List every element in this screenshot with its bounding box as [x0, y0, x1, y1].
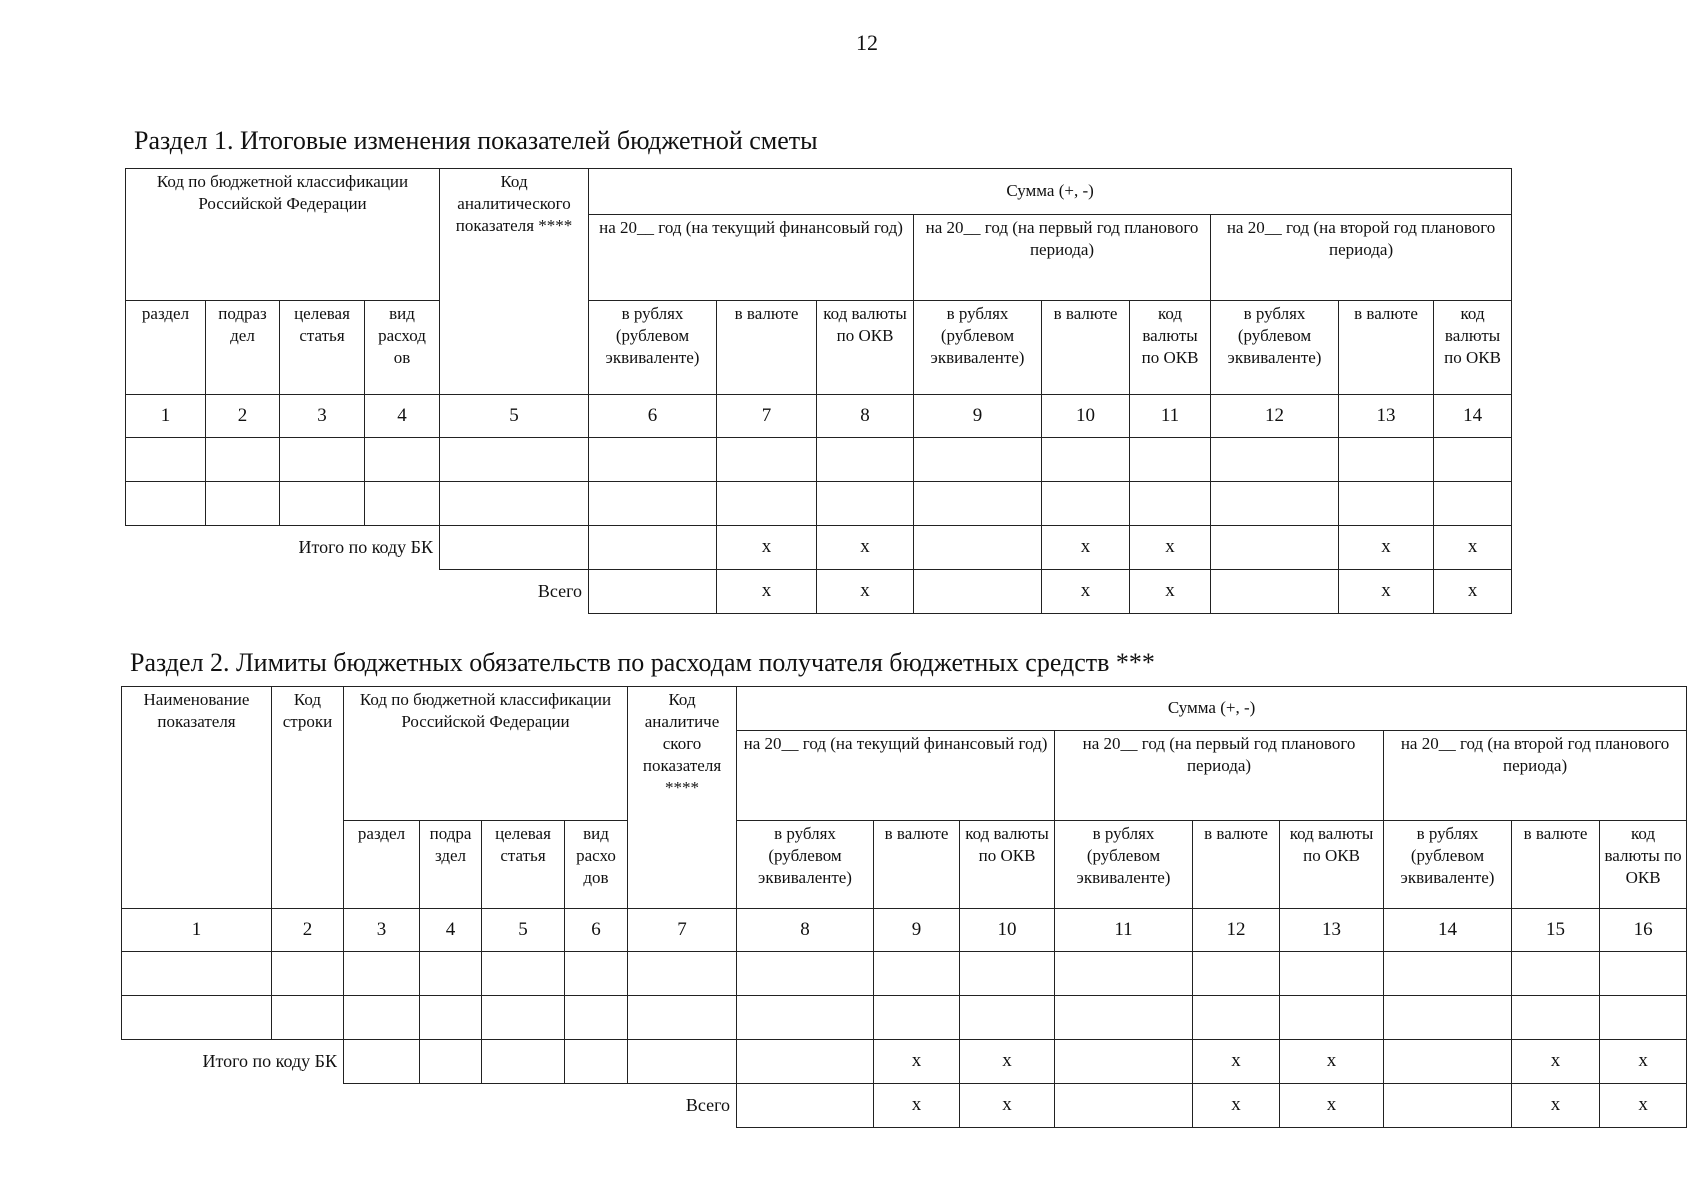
- s1-year-second: на 20__ год (на второй год планового периода): [1211, 215, 1512, 301]
- s1-x-mark: x: [717, 526, 817, 570]
- s2-analytic-code-header: Код аналитиче ского показателя ****: [628, 687, 737, 909]
- s2-col-okv: код валюты по ОКВ: [960, 821, 1055, 909]
- s2-colnum: 14: [1384, 909, 1512, 952]
- s2-x-mark: x: [874, 1040, 960, 1084]
- s1-col-rub: в рублях (рублевом эквиваленте): [914, 301, 1042, 395]
- s2-colnum: 9: [874, 909, 960, 952]
- s1-col-rub: в рублях (рублевом эквиваленте): [1211, 301, 1339, 395]
- s2-x-mark: x: [960, 1084, 1055, 1128]
- s2-col-target: целевая статья: [482, 821, 565, 909]
- s2-x-mark: x: [1193, 1040, 1280, 1084]
- s1-empty-row: [126, 438, 1512, 482]
- s1-analytic-code-header: Код аналитического показателя ****: [440, 169, 589, 395]
- s1-empty-row: [126, 482, 1512, 526]
- s2-x-mark: x: [960, 1040, 1055, 1084]
- s1-colnum: 7: [717, 395, 817, 438]
- s2-year-second: на 20__ год (на второй год планового периода): [1384, 731, 1687, 821]
- s2-col-okv: код валюты по ОКВ: [1280, 821, 1384, 909]
- s2-colnum: 13: [1280, 909, 1384, 952]
- s1-col-currency: в валюте: [1042, 301, 1130, 395]
- s1-col-okv: код валюты по ОКВ: [1434, 301, 1512, 395]
- s2-bk-code-header: Код по бюджетной классификации Российской Федерации: [344, 687, 628, 821]
- s2-total-bk-row: [122, 1040, 1687, 1084]
- s1-x-mark: x: [1130, 526, 1211, 570]
- s1-col-podrazdel: подраз дел: [206, 301, 280, 395]
- s2-x-mark: x: [874, 1084, 960, 1128]
- s2-col-razdel: раздел: [344, 821, 420, 909]
- s1-colnum: 9: [914, 395, 1042, 438]
- s1-colnum: 14: [1434, 395, 1512, 438]
- s1-x-mark: x: [1339, 526, 1434, 570]
- s1-colnum: 13: [1339, 395, 1434, 438]
- s2-colnum: 4: [420, 909, 482, 952]
- section1-table: [125, 168, 1512, 614]
- s2-x-mark: x: [1512, 1040, 1600, 1084]
- s1-colnum: 4: [365, 395, 440, 438]
- s1-x-mark: x: [1130, 570, 1211, 614]
- s1-colnum: 3: [280, 395, 365, 438]
- s1-total-all-row: [126, 570, 1512, 614]
- s1-total-bk-row: [126, 526, 1512, 570]
- s1-col-okv: код валюты по ОКВ: [817, 301, 914, 395]
- s1-total-all-label: Всего: [537, 581, 583, 602]
- s1-bk-code-header: Код по бюджетной классификации Российской Федерации: [126, 169, 440, 301]
- s2-colnum: 5: [482, 909, 565, 952]
- s2-col-currency: в валюте: [1193, 821, 1280, 909]
- s1-colnum: 1: [126, 395, 206, 438]
- s1-x-mark: x: [1339, 570, 1434, 614]
- s1-column-numbers-row: [126, 395, 1512, 438]
- s2-col-currency: в валюте: [874, 821, 960, 909]
- s1-colnum: 8: [817, 395, 914, 438]
- s2-column-numbers-row: [122, 909, 1687, 952]
- s2-colnum: 10: [960, 909, 1055, 952]
- section1-title: Раздел 1. Итоговые изменения показателей бюджетной сметы: [134, 126, 818, 155]
- s2-col-currency: в валюте: [1512, 821, 1600, 909]
- s2-col-rub: в рублях (рублевом эквиваленте): [1055, 821, 1193, 909]
- s1-col-target: целевая статья: [280, 301, 365, 395]
- s1-x-mark: x: [1042, 570, 1130, 614]
- s2-total-all-label: Всего: [685, 1095, 731, 1116]
- section2-table: [121, 686, 1687, 1128]
- s2-empty-row: [122, 996, 1687, 1040]
- s1-x-mark: x: [817, 570, 914, 614]
- s1-x-mark: x: [717, 570, 817, 614]
- s2-x-mark: x: [1280, 1040, 1384, 1084]
- s2-col-podrazdel: подра здел: [420, 821, 482, 909]
- s2-indicator-name-header: Наименование показателя: [122, 687, 272, 909]
- s2-x-mark: x: [1280, 1084, 1384, 1128]
- s2-col-okv: код валюты по ОКВ: [1600, 821, 1687, 909]
- section2-title: Раздел 2. Лимиты бюджетных обязательств по расходам получателя бюджетных средств ***: [130, 648, 1155, 677]
- s2-colnum: 8: [737, 909, 874, 952]
- s1-sum-header: Сумма (+, -): [589, 169, 1512, 215]
- s1-col-expense-type: вид расход ов: [365, 301, 440, 395]
- s2-col-expense-type: вид расхо дов: [565, 821, 628, 909]
- s1-year-first: на 20__ год (на первый год планового периода): [914, 215, 1211, 301]
- s2-year-current: на 20__ год (на текущий финансовый год): [737, 731, 1055, 821]
- s2-colnum: 16: [1600, 909, 1687, 952]
- s2-colnum: 12: [1193, 909, 1280, 952]
- s2-total-all-row: [122, 1084, 1687, 1128]
- s1-year-current: на 20__ год (на текущий финансовый год): [589, 215, 914, 301]
- s2-col-rub: в рублях (рублевом эквиваленте): [1384, 821, 1512, 909]
- s2-row-code-header: Код строки: [272, 687, 344, 909]
- s2-colnum: 2: [272, 909, 344, 952]
- s1-colnum: 10: [1042, 395, 1130, 438]
- s1-x-mark: x: [1434, 526, 1512, 570]
- s1-colnum: 6: [589, 395, 717, 438]
- s1-col-currency: в валюте: [717, 301, 817, 395]
- s2-colnum: 3: [344, 909, 420, 952]
- s2-colnum: 6: [565, 909, 628, 952]
- s2-colnum: 15: [1512, 909, 1600, 952]
- s2-x-mark: x: [1600, 1040, 1687, 1084]
- s2-total-bk-label: Итого по коду БК: [202, 1051, 337, 1072]
- s1-x-mark: x: [1434, 570, 1512, 614]
- page-number: 12: [856, 30, 878, 55]
- s1-x-mark: x: [1042, 526, 1130, 570]
- s1-total-bk-label: Итого по коду БК: [298, 537, 434, 558]
- s1-colnum: 11: [1130, 395, 1211, 438]
- s1-colnum: 2: [206, 395, 280, 438]
- s1-col-currency: в валюте: [1339, 301, 1434, 395]
- s2-x-mark: x: [1600, 1084, 1687, 1128]
- s2-colnum: 11: [1055, 909, 1193, 952]
- s2-colnum: 7: [628, 909, 737, 952]
- s1-colnum: 12: [1211, 395, 1339, 438]
- s2-x-mark: x: [1193, 1084, 1280, 1128]
- s1-colnum: 5: [440, 395, 589, 438]
- s2-col-rub: в рублях (рублевом эквиваленте): [737, 821, 874, 909]
- s2-colnum: 1: [122, 909, 272, 952]
- s1-col-okv: код валюты по ОКВ: [1130, 301, 1211, 395]
- s2-sum-header: Сумма (+, -): [737, 687, 1687, 731]
- s1-col-razdel: раздел: [126, 301, 206, 395]
- s2-empty-row: [122, 952, 1687, 996]
- s1-x-mark: x: [817, 526, 914, 570]
- s2-x-mark: x: [1512, 1084, 1600, 1128]
- s1-col-rub: в рублях (рублевом эквиваленте): [589, 301, 717, 395]
- s2-year-first: на 20__ год (на первый год планового периода): [1055, 731, 1384, 821]
